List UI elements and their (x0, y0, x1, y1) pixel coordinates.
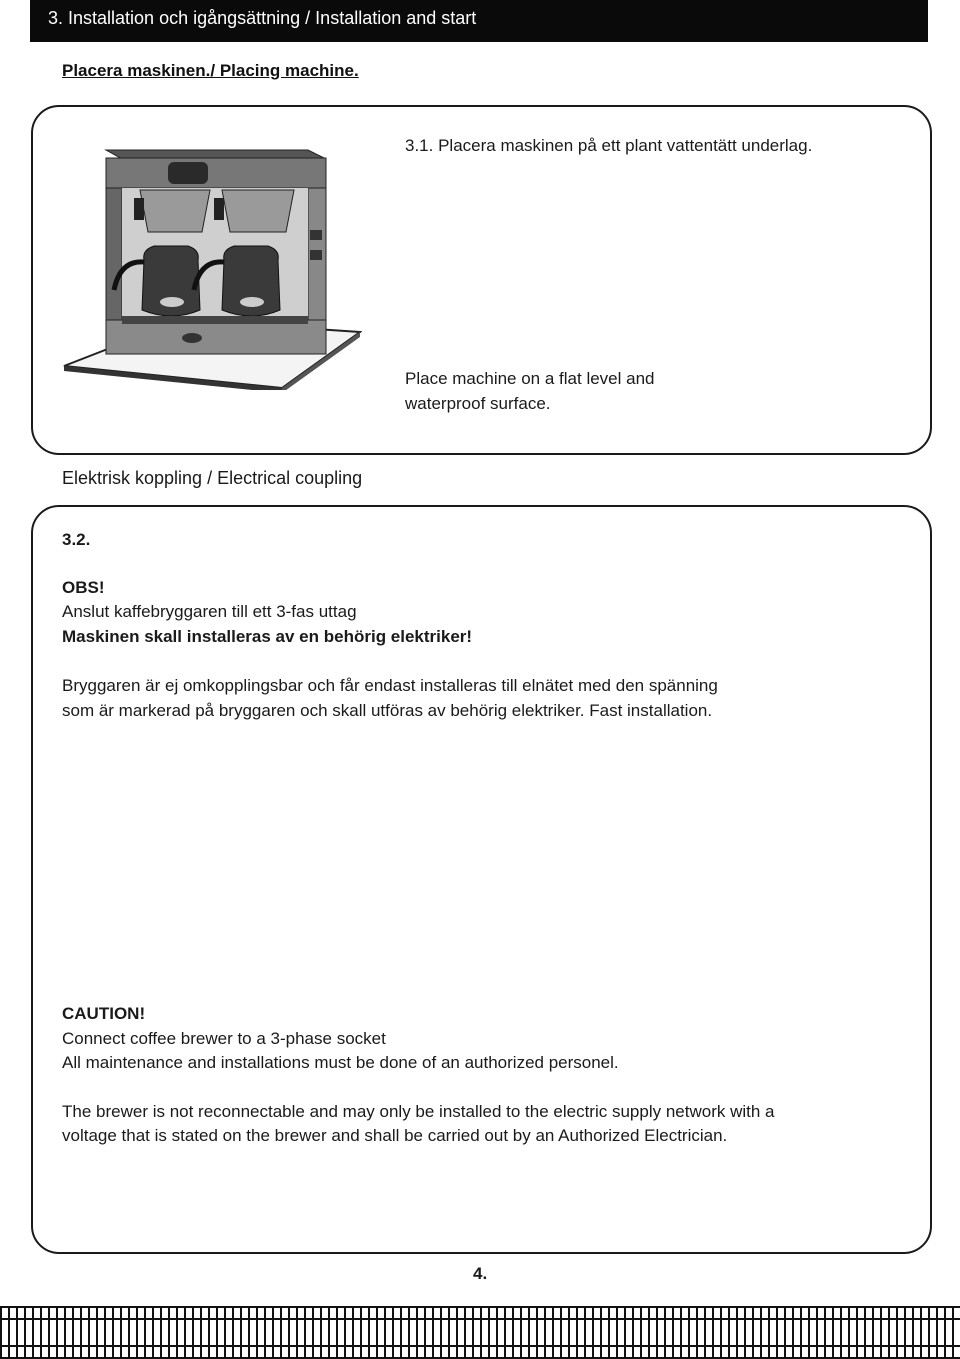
english-paragraph-line2: voltage that is stated on the brewer and shall be carried out by an Authorized Electrician. (62, 1126, 728, 1145)
obs-line-1: Anslut kaffebryggaren till ett 3-fas uttag (62, 602, 357, 621)
step-3-1-english-line2: waterproof surface. (405, 394, 551, 413)
page-header-bar (30, 0, 928, 42)
caution-title: CAUTION! (62, 1004, 146, 1023)
page-number: 4. (473, 1264, 488, 1283)
english-paragraph-line1: The brewer is not reconnectable and may only be installed to the electric supply network with a (62, 1102, 775, 1121)
page-header-title: 3. Installation och igångsättning / Installation and start (48, 8, 477, 28)
footer-pattern-strip (0, 1306, 960, 1359)
coffee-machine-image (62, 140, 362, 390)
placing-machine-heading: Placera maskinen./ Placing machine. (62, 61, 359, 80)
obs-title: OBS! (62, 578, 105, 597)
caution-line-2: All maintenance and installations must be done of an authorized personel. (62, 1053, 619, 1072)
step-3-2-number: 3.2. (62, 530, 91, 549)
swedish-paragraph-line2: som är markerad på bryggaren och skall utföras av behörig elektriker. Fast installation. (62, 701, 713, 720)
obs-line-2: Maskinen skall installeras av en behörig elektriker! (62, 627, 473, 646)
step-3-1-english-line1: Place machine on a flat level and (405, 369, 655, 388)
electrical-coupling-heading: Elektrisk koppling / Electrical coupling (62, 468, 363, 488)
step-3-1-swedish: 3.1. Placera maskinen på ett plant vattentätt underlag. (405, 136, 813, 155)
swedish-paragraph-line1: Bryggaren är ej omkopplingsbar och får endast installeras till elnätet med den spänning (62, 676, 718, 695)
caution-line-1: Connect coffee brewer to a 3-phase socket (62, 1029, 386, 1048)
